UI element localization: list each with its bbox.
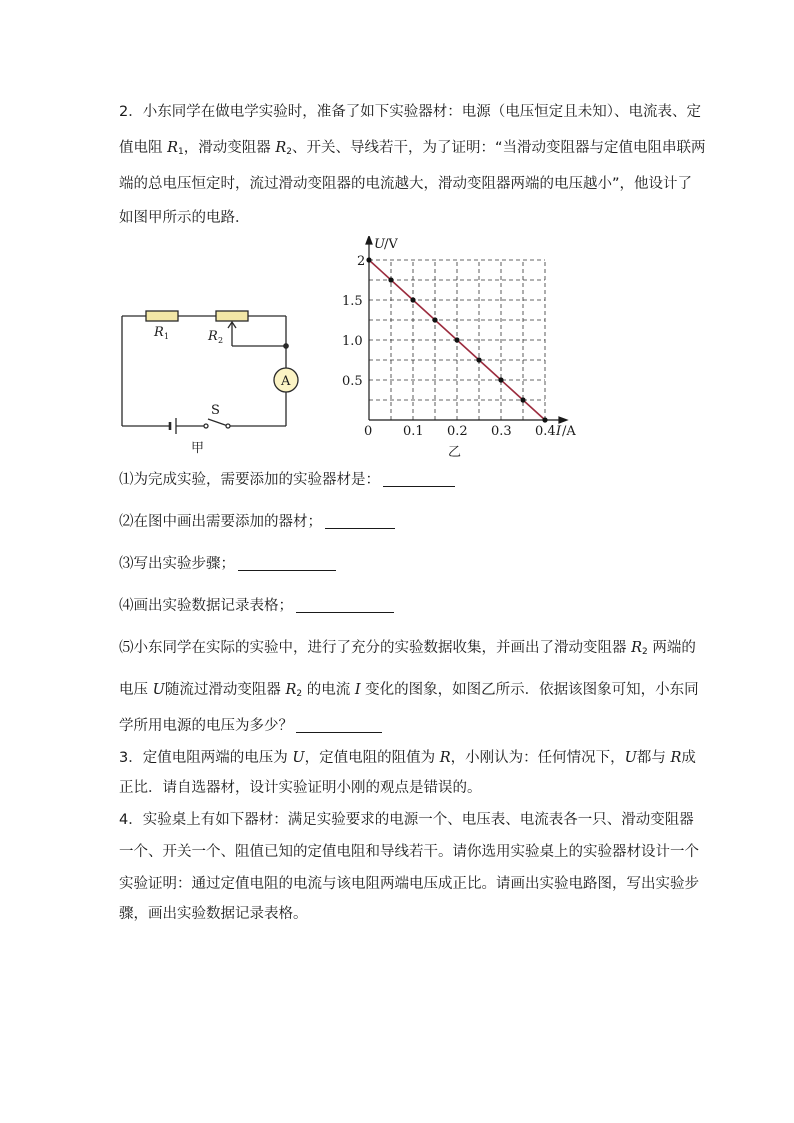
sub2-text: ⑵在图中画出需要添加的器材； xyxy=(119,514,322,530)
q2-line-1 xyxy=(119,102,701,122)
data-point xyxy=(498,377,503,382)
data-point xyxy=(432,317,437,322)
q3-text: ，小刚认为：任何情况下， xyxy=(450,750,625,766)
subscript: 1 xyxy=(178,147,184,157)
answer-blank-5[interactable] xyxy=(296,718,382,733)
subscript: 2 xyxy=(286,147,293,157)
answer-blank-3[interactable] xyxy=(238,556,336,571)
symbol-r: R xyxy=(285,682,297,698)
chart-axes xyxy=(366,236,567,423)
q2-text: 值电阻 xyxy=(119,140,168,156)
y-tick-label: 1.5 xyxy=(342,294,363,309)
q3-line-2: 正比．请自选器材，设计实验证明小刚的观点是错误的。 xyxy=(119,780,482,796)
subscript: 2 xyxy=(642,647,648,657)
data-point xyxy=(410,297,415,302)
data-point xyxy=(542,417,547,422)
sub5-text: 随流过滑动变阻器 xyxy=(164,682,286,698)
q4-line-2: 一个、开关一个、阻值已知的定值电阻和导线若干。请你选用实验桌上的实验器材设计一个 xyxy=(119,844,699,860)
answer-blank-4[interactable] xyxy=(296,598,394,613)
symbol-r: R xyxy=(275,140,287,156)
x-tick-labels xyxy=(403,424,556,439)
q2-text: 、开关、导线若干，为了证明：“当滑动变阻器与定值电阻串联两 xyxy=(292,140,706,156)
x-axis-var: I xyxy=(556,424,562,439)
q3-text: 成 xyxy=(681,750,696,766)
ammeter-label: A xyxy=(281,374,291,389)
symbol-r: R xyxy=(631,640,643,656)
symbol-i: I xyxy=(354,682,361,698)
symbol-r: R xyxy=(670,750,682,766)
sub-question-2 xyxy=(119,512,395,532)
q2-line-2 xyxy=(119,138,706,162)
y-tick-label: 1.0 xyxy=(342,334,363,349)
sub5-text: 变化的图象，如图乙所示．依据该图象可知，小东同 xyxy=(360,682,699,698)
x-axis-unit: /A xyxy=(562,424,576,439)
q2-line-3: 端的总电压恒定时，流过滑动变阻器的电流越大，滑动变阻器两端的电压越小”，他设计了 xyxy=(119,176,693,192)
r1-subscript: 1 xyxy=(164,332,170,341)
data-point xyxy=(388,277,393,282)
data-point xyxy=(454,337,459,342)
q2-line-4: 如图甲所示的电路． xyxy=(119,210,250,226)
sub-question-4 xyxy=(119,596,394,616)
q3-line-1 xyxy=(119,748,696,768)
data-point xyxy=(366,257,371,262)
r1-label: R xyxy=(154,325,164,340)
x-tick-label: 0.2 xyxy=(447,424,468,439)
sub-question-5-line-2 xyxy=(119,680,699,704)
data-point xyxy=(520,397,525,402)
symbol-u: U xyxy=(624,750,637,766)
circuit-caption: 甲 xyxy=(191,441,205,456)
q4-line-1: 4．实验桌上有如下器材：满足实验要求的电源一个、电压表、电流表各一只、滑动变阻器 xyxy=(119,812,694,828)
r2-label: R xyxy=(208,329,218,344)
x-axis-arrow xyxy=(559,417,567,423)
rheostat-r2 xyxy=(216,311,248,321)
y-tick-label: 2 xyxy=(357,254,366,269)
symbol-r: R xyxy=(439,750,451,766)
q3-text: ，定值电阻的阻值为 xyxy=(304,750,440,766)
q4-line-4: 骤，画出实验数据记录表格。 xyxy=(119,906,308,922)
data-point xyxy=(476,357,481,362)
sub4-text: ⑷画出实验数据记录表格； xyxy=(119,598,293,614)
symbol-u: U xyxy=(152,682,165,698)
q3-text: 3．定值电阻两端的电压为 xyxy=(119,750,293,766)
sub-question-3 xyxy=(119,554,336,574)
x-tick-label: 0.3 xyxy=(491,424,512,439)
y-axis-unit: /V xyxy=(384,237,398,252)
y-axis-arrow xyxy=(366,236,372,244)
q2-text: 小东同学在做电学实验时，准备了如下实验器材：电源（电压恒定且未知）、电流表、定 xyxy=(142,104,701,120)
sub-question-5-line-1 xyxy=(119,638,696,662)
sub3-text: ⑶写出实验步骤； xyxy=(119,556,235,572)
r2-subscript: 2 xyxy=(218,336,224,345)
y-tick-labels xyxy=(342,254,365,389)
y-tick-label: 0.5 xyxy=(342,374,363,389)
q2-text: ，滑动变阻器 xyxy=(183,140,276,156)
sub5-text: 两端的 xyxy=(647,640,696,656)
sub5-text: 电压 xyxy=(119,682,153,698)
switch-label: S xyxy=(211,403,220,418)
sub-question-5-line-3 xyxy=(119,716,382,736)
figures xyxy=(118,236,598,462)
q4-line-3: 实验证明：通过定值电阻的电流与该电阻两端电压成正比。请画出实验电路图，写出实验步 xyxy=(119,876,699,892)
q3-text: 都与 xyxy=(636,750,671,766)
symbol-r: R xyxy=(167,140,179,156)
resistor-r1 xyxy=(146,311,178,321)
sub-question-1 xyxy=(119,470,455,490)
x-tick-label: 0.1 xyxy=(403,424,424,439)
y-axis-var: U xyxy=(374,237,385,252)
x-tick-label: 0.4 xyxy=(535,424,556,439)
switch-blade xyxy=(208,419,228,426)
symbol-u: U xyxy=(292,750,305,766)
sub5-text: ⑸小东同学在实际的实验中，进行了充分的实验数据收集，并画出了滑动变阻器 xyxy=(119,640,632,656)
switch-contact xyxy=(204,424,208,428)
u-i-chart xyxy=(342,236,576,460)
q2-number: 2． xyxy=(119,104,143,120)
answer-blank-1[interactable] xyxy=(383,472,455,487)
circuit-labels xyxy=(153,325,291,456)
switch-contact xyxy=(226,424,230,428)
subscript: 2 xyxy=(296,689,303,699)
sub5-text: 的电流 xyxy=(302,682,355,698)
answer-blank-2[interactable] xyxy=(325,514,395,529)
chart-caption: 乙 xyxy=(448,445,462,460)
sub1-text: ⑴为完成实验，需要添加的实验器材是： xyxy=(119,472,380,488)
origin-label: 0 xyxy=(364,424,373,439)
sub5-text: 学所用电源的电压为多少？ xyxy=(119,718,293,734)
